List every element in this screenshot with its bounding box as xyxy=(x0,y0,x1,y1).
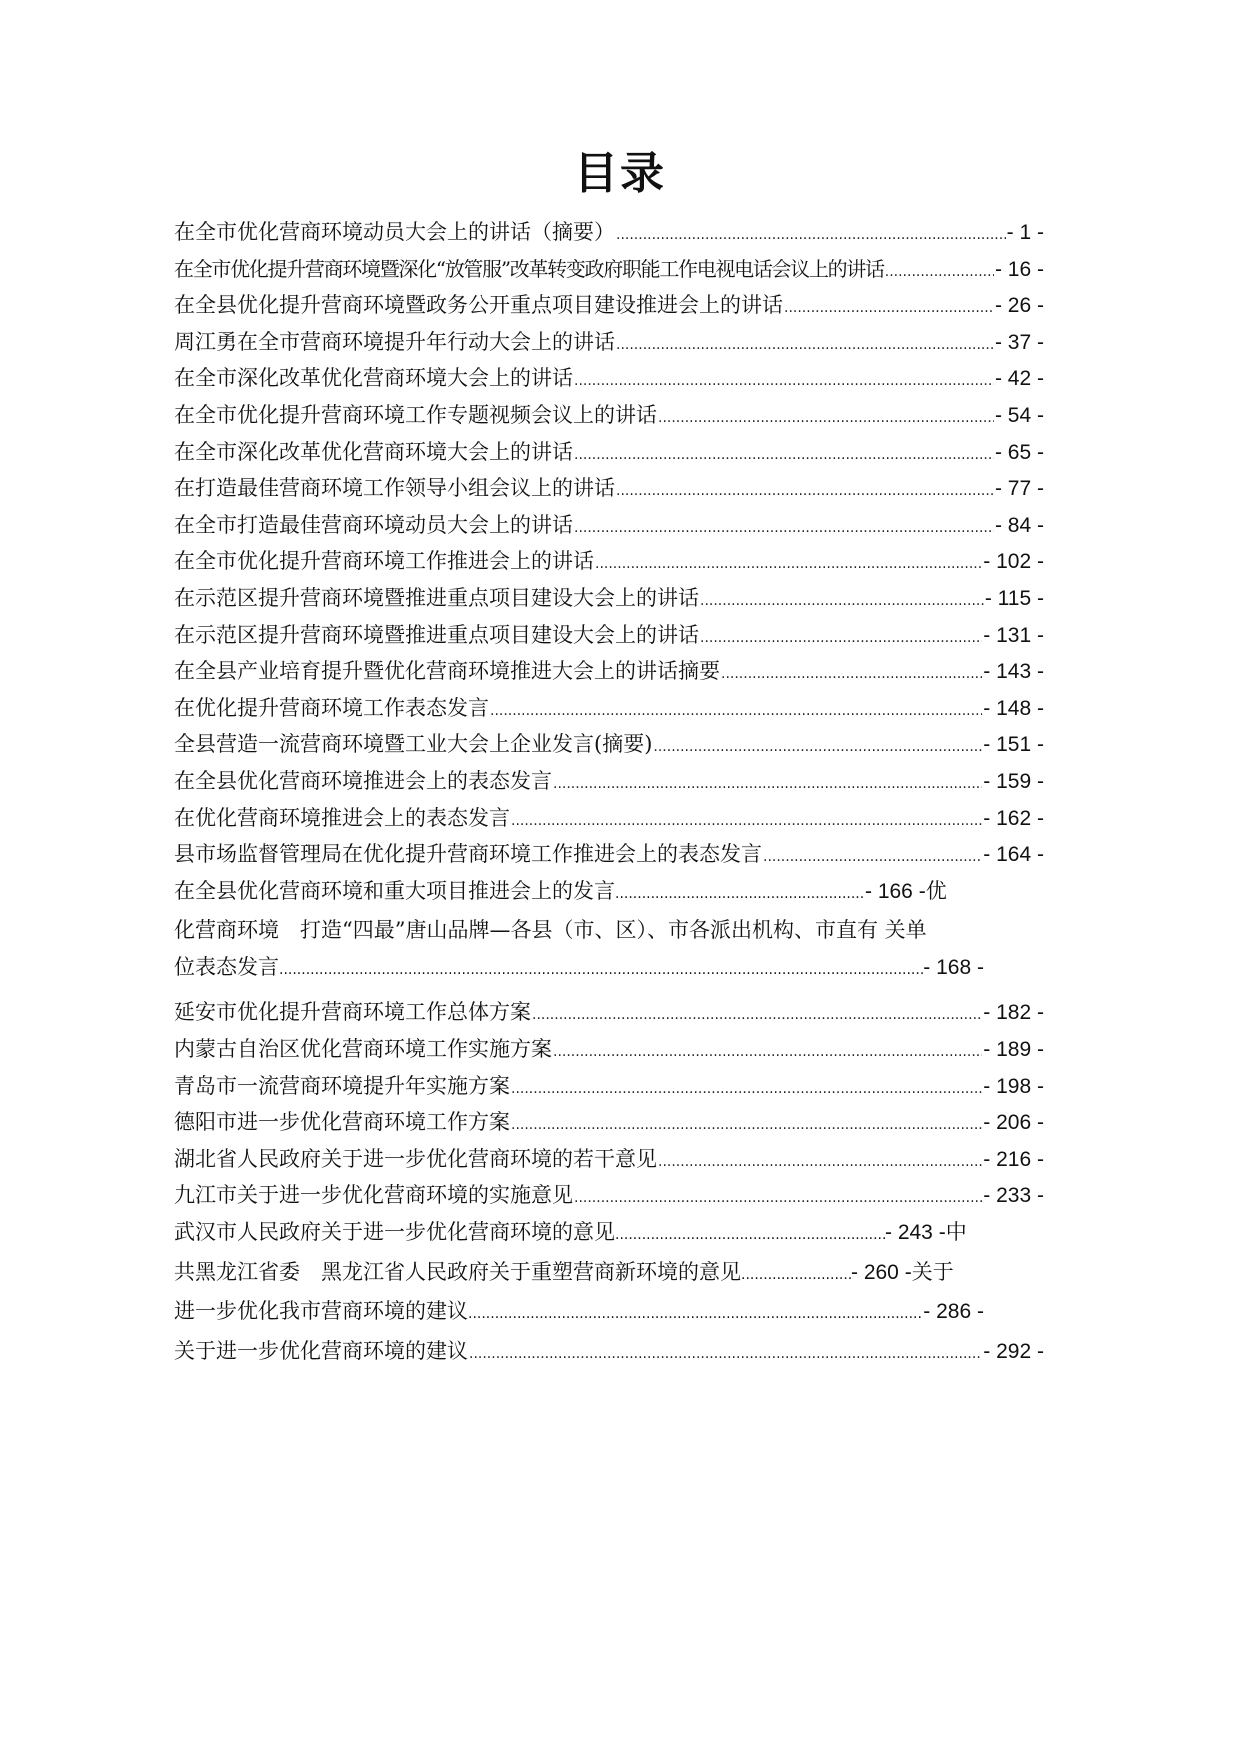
toc-leader xyxy=(595,546,982,583)
toc-entry-title: 德阳市进一步优化营商环境工作方案 xyxy=(174,1110,510,1135)
toc-leader xyxy=(574,510,994,547)
toc-entry[interactable] xyxy=(174,1104,1044,1141)
toc-entry[interactable] xyxy=(174,690,1044,727)
toc-entry[interactable] xyxy=(174,1177,1044,1214)
toc-leader xyxy=(615,1217,885,1254)
toc-leader xyxy=(885,254,994,291)
toc-entry[interactable] xyxy=(174,251,1044,288)
toc-entry-title: 在优化营商环境推进会上的表态发言 xyxy=(174,805,510,830)
toc-leader xyxy=(553,1034,982,1071)
toc-entry-page: - 166 - xyxy=(865,879,926,903)
toc-wrapped-entry[interactable] xyxy=(174,1214,1084,1333)
toc-entry-title: 在打造最佳营商环境工作领导小组会议上的讲话 xyxy=(174,476,615,501)
toc-entry-page: - 77 - xyxy=(994,477,1044,501)
toc-wrapped-line xyxy=(174,1214,1084,1254)
toc-wrapped-line xyxy=(174,912,1084,949)
toc-entry[interactable] xyxy=(174,360,1044,397)
toc-entry[interactable] xyxy=(174,1031,1044,1068)
toc-entry-title: 延安市优化提升营商环境工作总体方案 xyxy=(174,1000,531,1025)
toc-entry-title: 在全市打造最佳营商环境动员大会上的讲话 xyxy=(174,512,573,537)
toc-entry-title: 青岛市一流营商环境提升年实施方案 xyxy=(174,1073,510,1098)
toc-entry-page: - 182 - xyxy=(983,1001,1044,1025)
toc-leader xyxy=(721,656,982,693)
toc-leader xyxy=(616,327,994,364)
toc-wrapped-line xyxy=(174,949,984,989)
toc-wrapped-line xyxy=(174,1293,984,1333)
toc-entry-title: 在全县优化营商环境和重大项目推进会上的发言 xyxy=(174,878,615,903)
toc-entry-title: 在示范区提升营商环境暨推进重点项目建设大会上的讲话 xyxy=(174,622,699,647)
toc-entry-page: - 84 - xyxy=(994,513,1044,537)
toc-leader xyxy=(616,217,1006,254)
toc-entry[interactable] xyxy=(174,836,1044,873)
toc-entry-page: - 216 - xyxy=(983,1147,1044,1171)
toc-entry-title: 中 xyxy=(945,1220,967,1245)
toc-leader xyxy=(511,803,982,840)
toc-entry-title: 在全市优化营商环境动员大会上的讲话（摘要） xyxy=(174,220,615,244)
toc-entry-title: 在全县优化提升营商环境暨政务公开重点项目建设推进会上的讲话 xyxy=(174,293,783,318)
toc-entry-page: - 168 - xyxy=(923,955,984,979)
toc-entry-title: 县市场监督管理局在优化提升营商环境工作推进会上的表态发言 xyxy=(174,842,762,867)
toc-entry-title: —各县（市、区）、市各派出机构、市直有 关单 xyxy=(489,918,927,943)
toc-entry-page: - 54 - xyxy=(994,403,1044,427)
toc-entry-title: 在全市优化提升营商环境工作推进会上的讲话 xyxy=(174,549,594,574)
toc-entry-page: - 26 - xyxy=(994,294,1044,318)
toc-entry-title: 周江勇在全市营商环境提升年行动大会上的讲话 xyxy=(174,329,615,354)
toc-entry-title: 武汉市人民政府关于进一步优化营商环境的意见 xyxy=(174,1220,615,1245)
toc-entry-page: - 143 - xyxy=(983,660,1044,684)
toc-entry-page: - 131 - xyxy=(983,623,1044,647)
toc-entry-page: - 233 - xyxy=(983,1184,1044,1208)
toc-entry-title: 在全市优化提升营商环境工作专题视频会议上的讲话 xyxy=(174,402,657,427)
toc-entry-page: - 102 - xyxy=(983,550,1044,574)
toc-entry[interactable] xyxy=(174,397,1044,434)
toc-entry-title: 关于进一步优化营商环境的建议 xyxy=(174,1338,468,1363)
toc-entry[interactable] xyxy=(174,543,1044,580)
toc-entry-page: - 148 - xyxy=(983,696,1044,720)
toc-wrapped-line xyxy=(174,1254,1084,1294)
toc-entry[interactable] xyxy=(174,763,1044,800)
toc-entry-page: - 198 - xyxy=(983,1074,1044,1098)
toc-entry-title: 内蒙古自治区优化营商环境工作实施方案 xyxy=(174,1037,552,1062)
toc-entry-page: - 65 - xyxy=(994,440,1044,464)
toc-entry-page: - 159 - xyxy=(983,769,1044,793)
toc-entry[interactable] xyxy=(174,1333,1044,1370)
toc-entry[interactable] xyxy=(174,507,1044,544)
toc-entry-title: 在全市优化提升营商环境暨深化“放管服”改革转变政府职能工作电视电话会议上的讲话 xyxy=(174,256,884,281)
toc-leader xyxy=(574,1180,982,1217)
toc-leader xyxy=(469,1336,982,1373)
toc-entry-page: - 151 - xyxy=(983,733,1044,757)
table-of-contents xyxy=(174,214,1074,1369)
toc-entry-page: - 206 - xyxy=(983,1111,1044,1135)
toc-entry-page: - 164 - xyxy=(983,843,1044,867)
toc-entry[interactable] xyxy=(174,470,1044,507)
toc-entry-title: 优 xyxy=(925,878,947,903)
toc-leader xyxy=(532,997,982,1034)
toc-entry-title: 位表态发言 xyxy=(174,954,279,979)
toc-leader xyxy=(658,400,994,437)
toc-entry-title: 共黑龙江省委 黑龙江省人民政府关于重塑营商新环境的意见 xyxy=(174,1259,741,1284)
toc-entry[interactable] xyxy=(174,287,1044,324)
toc-entry-page: - 260 - xyxy=(851,1260,912,1284)
toc-entry-page: - 243 - xyxy=(885,1221,946,1245)
toc-entry[interactable] xyxy=(174,726,1044,763)
toc-entry[interactable] xyxy=(174,434,1044,471)
page-title: 目录 xyxy=(574,148,666,199)
toc-entry[interactable] xyxy=(174,580,1044,617)
toc-entry-page: - 162 - xyxy=(983,806,1044,830)
toc-leader xyxy=(741,1257,851,1294)
toc-entry-title: 九江市关于进一步优化营商环境的实施意见 xyxy=(174,1183,573,1208)
toc-entry-page: - 292 - xyxy=(983,1339,1044,1363)
toc-leader xyxy=(553,766,982,803)
toc-leader xyxy=(490,693,982,730)
toc-leader xyxy=(615,876,865,913)
toc-wrapped-entry[interactable] xyxy=(174,873,1084,989)
toc-entry-title: 在全县优化营商环境推进会上的表态发言 xyxy=(174,768,552,793)
toc-entry[interactable] xyxy=(174,800,1044,837)
toc-entry[interactable] xyxy=(174,1141,1044,1178)
toc-entry-title: 全县营造一流营商环境暨工业大会上企业发言(摘要) xyxy=(174,732,653,757)
toc-leader xyxy=(511,1071,982,1108)
toc-entry[interactable] xyxy=(174,324,1044,361)
toc-entry-title: 关于 xyxy=(911,1259,954,1284)
toc-entry-page: - 115 - xyxy=(984,586,1044,610)
toc-entry[interactable] xyxy=(174,994,1044,1031)
toc-entry-title: 在全县产业培育提升暨优化营商环境推进大会上的讲话摘要 xyxy=(174,659,720,684)
toc-entry[interactable] xyxy=(174,617,1044,654)
toc-leader xyxy=(468,1296,923,1333)
toc-leader xyxy=(658,1144,982,1181)
toc-leader xyxy=(616,473,994,510)
toc-entry-page: - 37 - xyxy=(994,330,1044,354)
toc-entry-title: 在全市深化改革优化营商环境大会上的讲话 xyxy=(174,439,573,464)
toc-wrapped-line xyxy=(174,873,1084,913)
toc-leader xyxy=(511,1107,982,1144)
toc-leader xyxy=(763,839,982,876)
toc-leader xyxy=(784,290,994,327)
toc-entry-title: 化营商环境 打造“四最”唐山品牌 xyxy=(174,918,490,943)
toc-entry-page: - 16 - xyxy=(994,257,1044,281)
toc-leader xyxy=(279,952,923,989)
toc-entry-title: 在示范区提升营商环境暨推进重点项目建设大会上的讲话 xyxy=(174,585,699,610)
toc-leader xyxy=(700,620,982,657)
toc-leader xyxy=(574,363,994,400)
toc-entry-page: - 189 - xyxy=(983,1038,1044,1062)
toc-leader xyxy=(574,437,994,474)
toc-leader xyxy=(653,729,982,766)
toc-entry[interactable] xyxy=(174,1068,1044,1105)
toc-entry-title: 湖北省人民政府关于进一步优化营商环境的若干意见 xyxy=(174,1146,657,1171)
toc-entry-page: - 286 - xyxy=(923,1300,984,1324)
toc-entry-page: - 42 - xyxy=(994,367,1044,391)
toc-entry[interactable] xyxy=(174,653,1044,690)
toc-entry-title: 进一步优化我市营商环境的建议 xyxy=(174,1299,468,1324)
toc-entry[interactable] xyxy=(174,214,1044,251)
toc-entry-title: 在优化提升营商环境工作表态发言 xyxy=(174,695,489,720)
toc-entry-page: - 1 - xyxy=(1006,221,1044,244)
toc-entry-title: 在全市深化改革优化营商环境大会上的讲话 xyxy=(174,366,573,391)
toc-leader xyxy=(700,583,984,620)
